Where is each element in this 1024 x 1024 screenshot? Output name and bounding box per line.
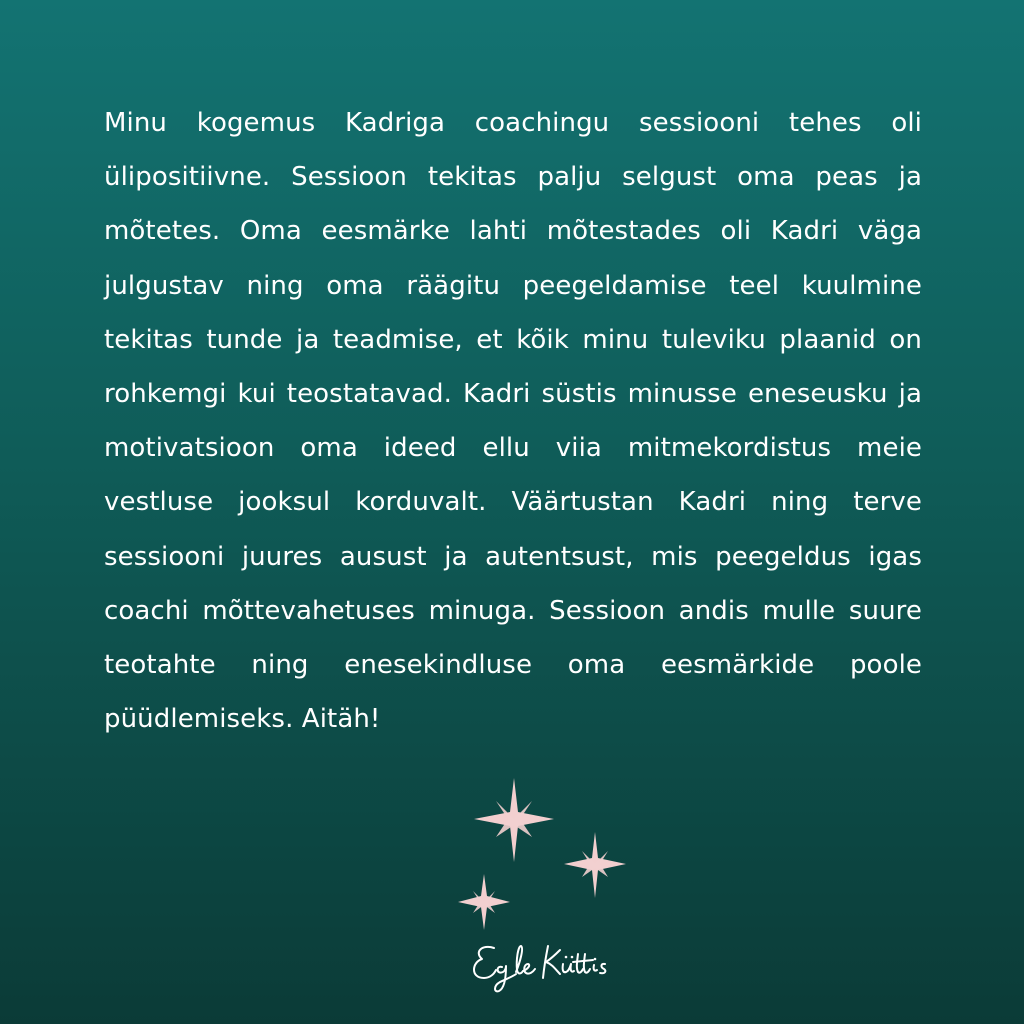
signature-logo <box>462 934 632 1004</box>
sparkle-stars-icon <box>440 770 660 940</box>
testimonial-quote <box>104 96 922 746</box>
testimonial-text: Minu kogemus Kadriga coachingu sessiooni tehes oli ülipositiivne. Sessioon tekitas palju selgust oma peas ja mõtetes. Oma eesmärke lahti mõtestades oli Kadri väga julgustav ning oma räägitu peegeldamise teel kuulmine tekitas tunde ja teadmise, et kõik minu tuleviku plaanid on rohkemgi kui teostatavad. Kadri süstis minusse eneseusku ja motivatsioon oma ideed ellu viia mitmekordistus meie vestluse jooksul korduvalt. Väärtustan Kadri ning terve sessiooni juures ausust ja autentsust, mis peegeldus igas coachi mõttevahetuses minuga. Sessioon andis mulle suure teotahte ning enesekindluse oma eesmärkide poole püüdlemiseks. Aitäh! <box>104 108 922 735</box>
